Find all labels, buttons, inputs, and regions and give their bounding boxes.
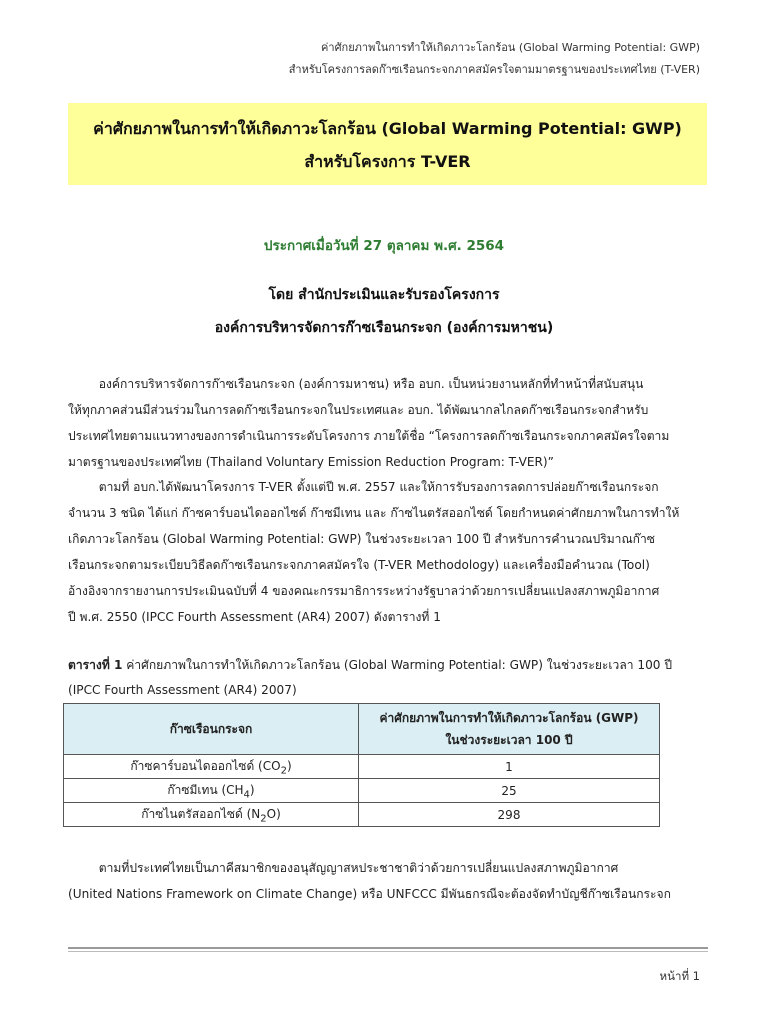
gas-name: ก๊าซไนตรัสออกไซด์ (N [141, 806, 261, 821]
gwp-cell: 298 [359, 803, 660, 827]
paragraph-line: ตามที่ อบก.ได้พัฒนาโครงการ T-VER ตั้งแต่ปี พ.ศ. 2557 และให้การรับรองการลดการปล่อยก๊าซเรือนกระจก [68, 480, 659, 494]
gas-name: ก๊าซมีเทน (CH [167, 782, 244, 797]
gwp-cell: 1 [359, 755, 660, 779]
gas-name: ก๊าซคาร์บอนไดออกไซด์ (CO [130, 758, 281, 773]
gas-subscript: 4 [243, 789, 250, 801]
paragraph-intro [68, 371, 706, 475]
paragraph-line: ตามที่ประเทศไทยเป็นภาคีสมาชิกของอนุสัญญาสหประชาชาติว่าด้วยการเปลี่ยนแปลงสภาพภูมิอากาศ [68, 861, 619, 875]
issuing-organization: องค์การบริหารจัดการก๊าซเรือนกระจก (องค์การมหาชน) [214, 320, 554, 336]
table-caption-text: ค่าศักยภาพในการทำให้เกิดภาวะโลกร้อน (Global Warming Potential: GWP) ในช่วงระยะเวลา 100 ปี [122, 658, 672, 672]
footer-rule-thin [68, 951, 708, 952]
table-row [64, 779, 660, 803]
table-caption-label: ตารางที่ 1 [68, 658, 123, 672]
footer-rule [68, 947, 708, 949]
gas-cell [64, 803, 359, 827]
gas-cell [64, 779, 359, 803]
paragraph-line: จำนวน 3 ชนิด ได้แก่ ก๊าซคาร์บอนไดออกไซด์ ก๊าซมีเทน และ ก๊าซไนตรัสออกไซด์ โดยกำหนดค่าศักยภาพในการทำให้ [68, 506, 680, 520]
gas-suffix: ) [286, 758, 292, 773]
paragraph-line: ประเทศไทยตามแนวทางของการดำเนินการระดับโครงการ ภายใต้ชื่อ “โครงการลดก๊าซเรือนกระจกภาคสมัครใจตาม [68, 429, 670, 443]
table-caption-line2: (IPCC Fourth Assessment (AR4) 2007) [68, 683, 297, 697]
issuing-office: โดย สำนักประเมินและรับรองโครงการ [268, 287, 500, 303]
table-header-gwp-line1: ค่าศักยภาพในการทำให้เกิดภาวะโลกร้อน (GWP) [379, 711, 639, 725]
table-header-gwp [359, 704, 660, 755]
paragraph-line: องค์การบริหารจัดการก๊าซเรือนกระจก (องค์การมหาชน) หรือ อบก. เป็นหน่วยงานหลักที่ทำหน้าที่สนับสนุน [68, 377, 644, 391]
paragraph-line: อ้างอิงจากรายงานการประเมินฉบับที่ 4 ของคณะกรรมาธิการระหว่างรัฐบาลว่าด้วยการเปลี่ยนแปลงสภาพภูมิอากาศ [68, 584, 660, 598]
paragraph-line: เกิดภาวะโลกร้อน (Global Warming Potential: GWP) ในช่วงระยะเวลา 100 ปี สำหรับการคำนวณปริมาณก๊าซ [68, 532, 655, 546]
announcement-date: ประกาศเมื่อวันที่ 27 ตุลาคม พ.ศ. 2564 [263, 238, 505, 254]
gas-subscript: 2 [260, 813, 267, 825]
document-subtitle: สำหรับโครงการ T-VER [304, 152, 471, 171]
paragraph-tver-development [68, 474, 706, 630]
running-header-line1: ค่าศักยภาพในการทำให้เกิดภาวะโลกร้อน (Global Warming Potential: GWP) [321, 41, 700, 54]
paragraph-line: ให้ทุกภาคส่วนมีส่วนร่วมในการลดก๊าซเรือนกระจกในประเทศและ อบก. ได้พัฒนากลไกลดก๊าซเรือนกระจกสำหรับ [68, 403, 649, 417]
title-box [68, 103, 707, 185]
table-header-row [64, 704, 660, 755]
gwp-table [63, 703, 660, 827]
paragraph-unfccc [68, 855, 706, 907]
paragraph-line: มาตรฐานของประเทศไทย (Thailand Voluntary Emission Reduction Program: T-VER)” [68, 455, 554, 469]
table-header-gwp-line2: ในช่วงระยะเวลา 100 ปี [445, 733, 573, 747]
table-row [64, 755, 660, 779]
running-header-line2: สำหรับโครงการลดก๊าซเรือนกระจกภาคสมัครใจตามมาตรฐานของประเทศไทย (T-VER) [288, 63, 700, 76]
paragraph-line: (United Nations Framework on Climate Change) หรือ UNFCCC มีพันธกรณีจะต้องจัดทำบัญชีก๊าซเรือนกระจก [68, 887, 671, 901]
page-number: หน้าที่ 1 [659, 969, 700, 983]
paragraph-line: ปี พ.ศ. 2550 (IPCC Fourth Assessment (AR4) 2007) ดังตารางที่ 1 [68, 610, 441, 624]
gas-subscript: 2 [280, 765, 287, 777]
gas-suffix: O) [266, 806, 281, 821]
document-title: ค่าศักยภาพในการทำให้เกิดภาวะโลกร้อน (Global Warming Potential: GWP) [93, 119, 682, 138]
gwp-cell: 25 [359, 779, 660, 803]
paragraph-line: เรือนกระจกตามระเบียบวิธีลดก๊าซเรือนกระจกภาคสมัครใจ (T-VER Methodology) และเครื่องมือคำนวณ (Tool) [68, 558, 650, 572]
table-header-gas: ก๊าซเรือนกระจก [64, 704, 359, 755]
gas-cell [64, 755, 359, 779]
table-row [64, 803, 660, 827]
table-caption [68, 653, 708, 703]
gas-suffix: ) [249, 782, 255, 797]
